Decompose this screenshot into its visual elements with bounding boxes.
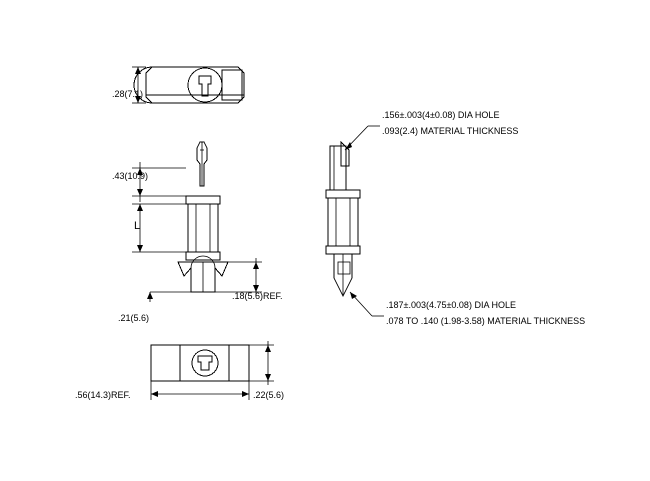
callout-bottom-hole-dia: .187±.003(4.75±0.08) DIA HOLE [386, 300, 516, 310]
dim-label-head-height: .28(7.1) [112, 89, 144, 99]
dim-bottom-length-ref [151, 381, 249, 400]
dim-bottom-width [249, 341, 274, 385]
top-view-geometry [134, 67, 244, 103]
bottom-view-geometry [151, 345, 249, 381]
dim-label-base-width-ref: .18(5.6)REF. [232, 291, 283, 301]
leader-bottom-hole [350, 292, 384, 316]
dim-label-upper-body: .43(10.9) [112, 171, 149, 181]
dim-label-bottom-width: .22(5.6) [253, 390, 285, 400]
callout-top-material-thickness: .093(2.4) MATERIAL THICKNESS [382, 126, 519, 136]
dim-label-base-height: .21(5.6) [118, 313, 150, 323]
dim-base-height [147, 292, 191, 302]
front-view-geometry [178, 142, 228, 292]
dim-label-bottom-length-ref: .56(14.3)REF. [75, 390, 131, 400]
leader-top-hole [345, 126, 380, 150]
side-view-geometry [326, 142, 360, 296]
callout-bottom-material-thickness: .078 TO .140 (1.98-3.58) MATERIAL THICKNESS [386, 316, 586, 326]
dim-label-length: L [134, 220, 141, 232]
dim-upper-body [132, 162, 186, 202]
callout-top-hole-dia: .156±.003(4±0.08) DIA HOLE [382, 110, 500, 120]
